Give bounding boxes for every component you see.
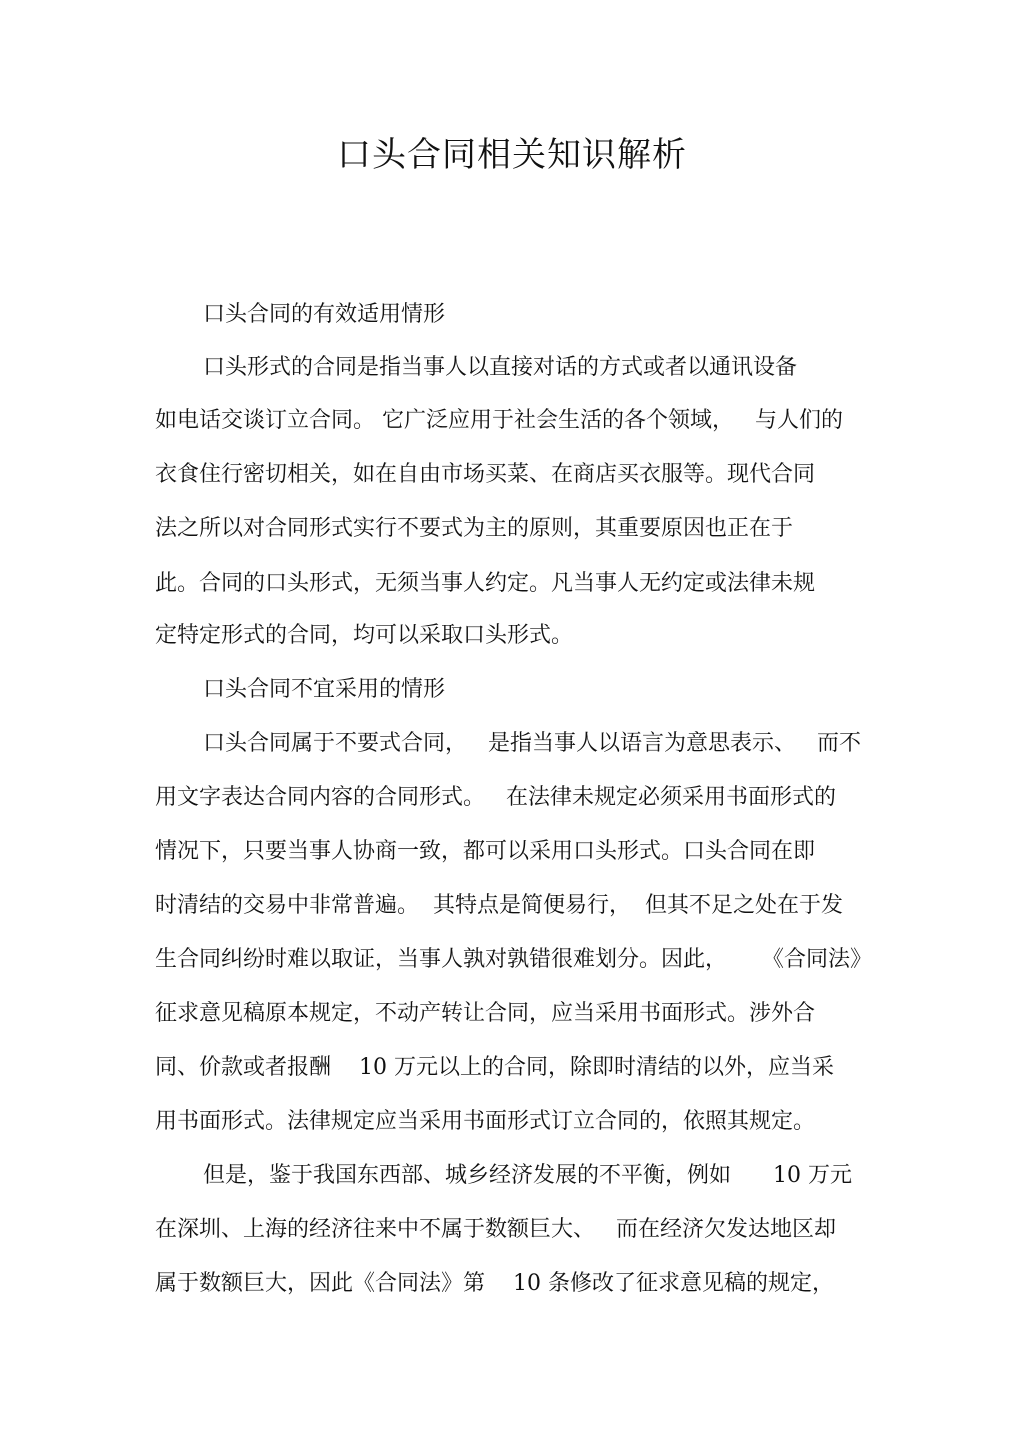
paragraph-line: 征求意见稿原本规定，不动产转让合同，应当采用书面形式。涉外合 (155, 1001, 816, 1026)
paragraph-line: 法之所以对合同形式实行不要式为主的原则，其重要原因也正在于 (155, 516, 794, 541)
paragraph-line: 时清结的交易中非常普遍。 其特点是简便易行， 但其不足之处在于发 (155, 893, 843, 918)
paragraph-line: 口头合同属于不要式合同， 是指当事人以语言为意思表示、 而不 (203, 731, 861, 756)
paragraph-line: 属于数额巨大，因此《合同法》第 10 条修改了征求意见稿的规定， (155, 1271, 834, 1296)
paragraph-line: 但是，鉴于我国东西部、城乡经济发展的不平衡，例如 10 万元 (203, 1163, 852, 1188)
paragraph-line: 同、价款或者报酬 10 万元以上的合同，除即时清结的以外，应当采 (155, 1055, 834, 1080)
paragraph-line: 口头形式的合同是指当事人以直接对话的方式或者以通讯设备 (203, 355, 798, 380)
paragraph-line: 在深圳、上海的经济往来中不属于数额巨大、 而在经济欠发达地区却 (155, 1217, 836, 1242)
paragraph-line: 用书面形式。法律规定应当采用书面形式订立合同的，依照其规定。 (155, 1109, 816, 1134)
paragraph-line: 衣食住行密切相关，如在自由市场买菜、在商店买衣服等。现代合同 (155, 462, 816, 487)
section-heading-valid-use: 口头合同的有效适用情形 (203, 302, 446, 327)
section-heading-not-suitable: 口头合同不宜采用的情形 (203, 677, 446, 702)
paragraph-line: 情况下，只要当事人协商一致，都可以采用口头形式。口头合同在即 (155, 839, 816, 864)
paragraph-line: 用文字表达合同内容的合同形式。 在法律未规定必须采用书面形式的 (155, 785, 836, 810)
paragraph-line: 生合同纠纷时难以取证，当事人孰对孰错很难划分。因此， 《合同法》 (155, 947, 872, 972)
document-title: 口头合同相关知识解析 (337, 135, 687, 175)
paragraph-line: 定特定形式的合同，均可以采取口头形式。 (155, 623, 574, 648)
paragraph-line: 此。合同的口头形式，无须当事人约定。凡当事人无约定或法律未规 (155, 571, 816, 596)
paragraph-line: 如电话交谈订立合同。 它广泛应用于社会生活的各个领域， 与人们的 (155, 408, 843, 433)
